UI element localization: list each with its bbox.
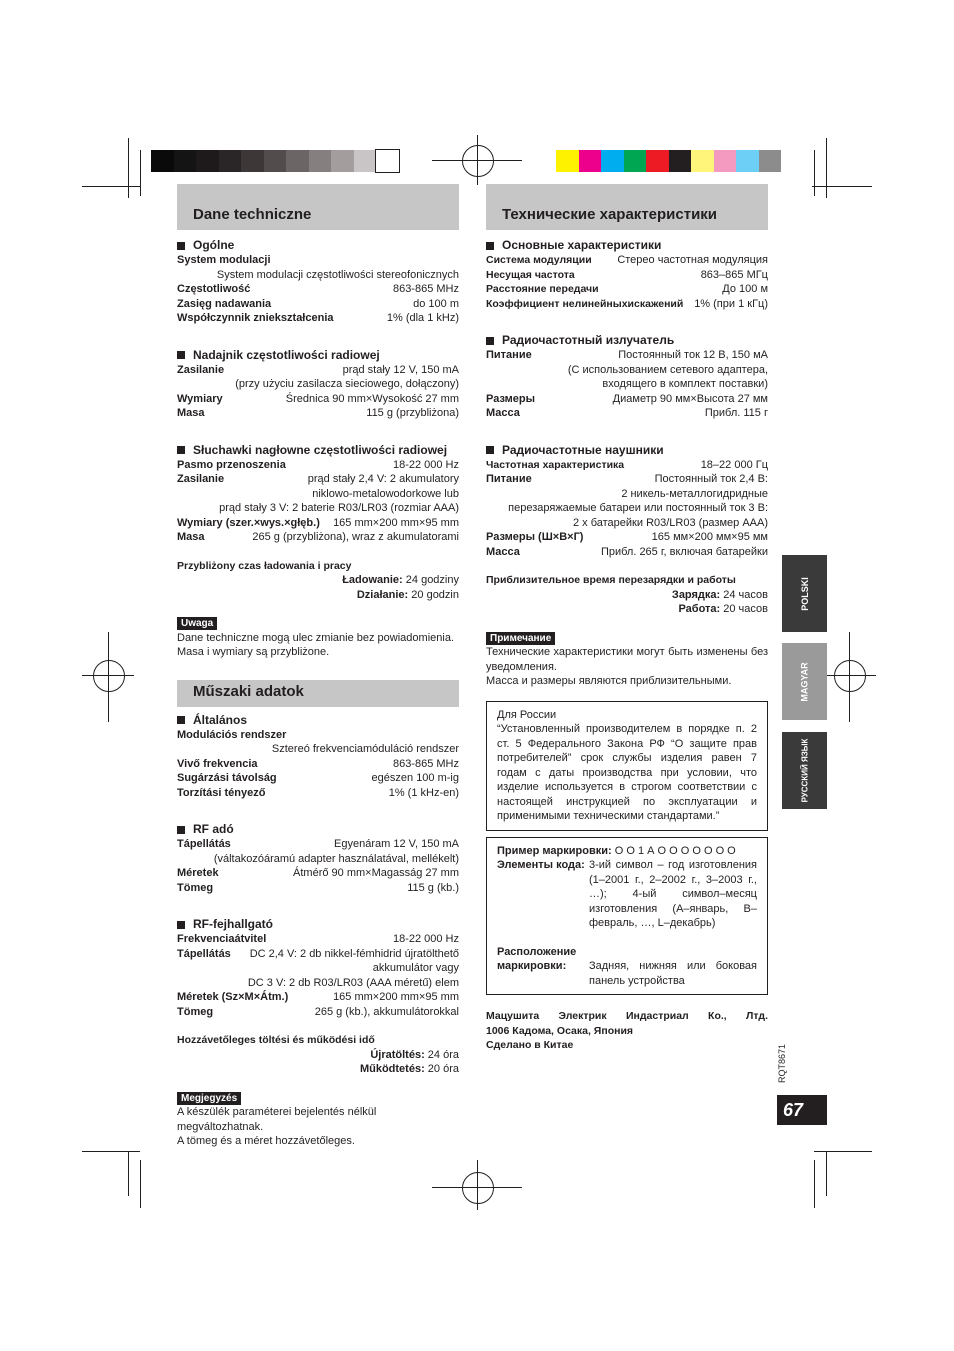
- language-tab-polski[interactable]: [782, 555, 827, 632]
- subheading-text: Радиочастотные наушники: [502, 442, 664, 457]
- spec-key: Zasilanie: [177, 473, 225, 485]
- marking-code: [497, 858, 757, 931]
- spec-row: [486, 458, 768, 473]
- square-bullet-icon: [177, 826, 185, 834]
- spec-rows: [486, 530, 768, 559]
- note-text: Masa i wymiary są przybliżone.: [177, 646, 330, 658]
- spec-key: System modulacji: [177, 254, 271, 266]
- spec-row: [177, 363, 459, 378]
- section-title-polish: Dane techniczne: [177, 184, 459, 230]
- spec-value: Постоянный ток 12 В, 150 мА: [618, 349, 768, 361]
- spec-value: DC 2,4 V: 2 db nikkel-fémhidrid újratölthető: [249, 947, 459, 960]
- work-label: Működtetés:: [359, 1063, 425, 1075]
- charge-line: [486, 588, 768, 603]
- color-swatch: [174, 150, 197, 172]
- document-code: RQT8671: [777, 1043, 787, 1083]
- charge-label: Ładowanie:: [342, 574, 403, 586]
- section-title-russian: Технические характеристики: [486, 184, 768, 230]
- subheading-text: Nadajnik częstotliwości radiowej: [193, 347, 380, 362]
- spec-row: [177, 516, 459, 531]
- spec-value: До 100 м: [722, 283, 768, 295]
- spec-key: Torzítási tényező: [177, 786, 266, 799]
- spec-row: [486, 253, 768, 268]
- spec-value: 115 g (kb.): [407, 881, 459, 894]
- spec-rows: [177, 866, 459, 895]
- subheading-pl-transmitter: [177, 348, 459, 363]
- spec-value-cont: входящего в комплект поставки): [602, 378, 768, 390]
- manufacturer-line: Сделано в Китае: [486, 1039, 574, 1051]
- tab-label: MAGYAR: [799, 661, 810, 702]
- color-swatch: [714, 150, 737, 172]
- spec-key: Méretek (Sz×M×Átm.): [177, 991, 289, 1003]
- subheading-hu-general: [177, 713, 459, 728]
- spec-row: [177, 392, 459, 407]
- subheading-ru-headphones: [486, 443, 768, 458]
- marking-code-value: 3-ий символ – год изготовления (1–2001 г., 2–2002 г., 3–2003 г., …); 4-ый символ–месяц изготовления (А–январь, В–февраль, …, L–декабрь): [589, 859, 757, 929]
- spec-value-cont: (váltakozóáramú adapter használatával, mellékelt): [213, 852, 459, 865]
- spec-row: [486, 472, 768, 487]
- note-tag: Примечание: [486, 632, 555, 645]
- color-swatch: [309, 150, 332, 172]
- color-swatch: [151, 150, 174, 172]
- spec-row: [486, 392, 768, 407]
- square-bullet-icon: [177, 716, 185, 724]
- spec-value: 863–865 МГц: [700, 268, 768, 281]
- spec-key: Tápellátás: [177, 947, 231, 960]
- spec-key: Tömeg: [177, 1005, 214, 1018]
- spec-value-cont: (С использованием сетевого адаптера,: [567, 363, 768, 376]
- square-bullet-icon: [486, 446, 494, 454]
- note-tag: Megjegyzés: [177, 1092, 241, 1105]
- spec-value: prąd stały 2,4 V: 2 akumulatory: [307, 473, 459, 485]
- charge-value: 24 godziny: [405, 574, 459, 586]
- work-line: [177, 588, 459, 603]
- spec-value-cont: DC 3 V: 2 db R03/LR03 (AAA méretű) elem: [247, 976, 459, 989]
- spec-row: [177, 837, 459, 852]
- note-tag: Uwaga: [177, 617, 217, 630]
- marking-example: [497, 844, 757, 859]
- spec-key: Масса: [486, 545, 520, 558]
- spec-value: Постоянный ток 2,4 В:: [654, 473, 768, 485]
- note-text: Технические характеристики могут быть изменены без уведомления.: [486, 646, 768, 673]
- subheading-ru-transmitter: [486, 333, 768, 348]
- spec-rows: [177, 392, 459, 421]
- spec-value: Прибл. 265 г, включая батарейки: [600, 545, 768, 558]
- spec-row: [177, 1005, 459, 1020]
- subheading-hu-transmitter: [177, 822, 459, 837]
- note-text: Масса и размеры являются приблизительными.: [486, 675, 732, 687]
- spec-value: Диаметр 90 мм×Высота 27 мм: [612, 392, 768, 405]
- subheading-text: RF adó: [193, 822, 234, 837]
- spec-row: [177, 786, 459, 801]
- marking-location-label: маркировки:: [497, 960, 567, 972]
- spec-key: Расстояние передачи: [486, 283, 599, 295]
- spec-rows: [177, 282, 459, 326]
- color-swatch: [331, 150, 354, 172]
- spec-row: [486, 406, 768, 421]
- color-swatch: [736, 150, 759, 172]
- subheading-pl-general: [177, 238, 459, 253]
- color-swatch: [286, 150, 309, 172]
- spec-key: Коэффициент нелинейныхискажений: [486, 297, 684, 310]
- charge-line: [177, 573, 459, 588]
- spec-row: [486, 268, 768, 283]
- spec-row: [486, 282, 768, 297]
- note-text: A tömeg és a méret hozzávetőleges.: [177, 1135, 355, 1147]
- section-title-hungarian: Műszaki adatok: [177, 680, 459, 707]
- spec-row: [177, 866, 459, 881]
- spec-key: Masa: [177, 531, 205, 543]
- spec-row: [177, 282, 459, 297]
- charge-heading: Приблизительное время перезарядки и работы: [486, 574, 736, 586]
- color-swatch: [196, 150, 219, 172]
- spec-row: [177, 297, 459, 312]
- language-tab-magyar[interactable]: [782, 643, 827, 720]
- spec-key: Frekvenciaátvitel: [177, 933, 267, 945]
- marking-example-value: О О 1 А О О О О О О О: [614, 844, 736, 857]
- charge-heading: Przybliżony czas ładowania i pracy: [177, 559, 352, 572]
- color-swatch: [264, 150, 287, 172]
- spec-key: Wymiary (szer.×wys.×głęb.): [177, 516, 320, 529]
- spec-rows: [177, 757, 459, 801]
- spec-value: 265 g (przybliżona), wraz z akumulatorami: [252, 531, 459, 543]
- tab-label: РУССКИЙ ЯЗЫК: [800, 738, 809, 803]
- square-bullet-icon: [486, 242, 494, 250]
- spec-value: 18-22 000 Hz: [392, 458, 459, 471]
- spec-row: [177, 990, 459, 1005]
- charge-label: Újratöltés:: [370, 1048, 425, 1061]
- spec-key: Tápellátás: [177, 838, 231, 850]
- spec-row: [177, 757, 459, 772]
- work-value: 20 óra: [427, 1063, 459, 1075]
- spec-value: 863-865 MHz: [392, 757, 459, 770]
- spec-row: [486, 297, 768, 312]
- spec-row: [177, 771, 459, 786]
- spec-row: [177, 530, 459, 545]
- marking-location-value: Задняя, нижняя или боковая панель устройства: [589, 960, 757, 987]
- spec-row: [177, 458, 459, 473]
- page-number: 67: [777, 1095, 827, 1125]
- spec-key: Масса: [486, 407, 520, 419]
- square-bullet-icon: [177, 446, 185, 454]
- spec-key: Питание: [486, 473, 532, 485]
- spec-value-cont: перезаряжаемые батареи или постоянный ток 3 В:: [508, 502, 768, 514]
- color-swatch: [354, 150, 377, 172]
- color-swatch: [624, 150, 647, 172]
- spec-value: 265 g (kb.), akkumulátorokkal: [314, 1005, 459, 1018]
- marking-code-label: Элементы кода:: [497, 859, 585, 871]
- spec-value: 1% (при 1 кГц): [694, 297, 768, 310]
- spec-row: [177, 947, 459, 962]
- spec-value: Átmérő 90 mm×Magasság 27 mm: [293, 867, 459, 879]
- spec-value: 18-22 000 Hz: [392, 933, 459, 945]
- spec-row: [177, 406, 459, 421]
- square-bullet-icon: [177, 242, 185, 250]
- spec-key: Współczynnik zniekształcenia: [177, 312, 334, 324]
- subheading-text: Ogólne: [193, 238, 235, 253]
- work-value: 20 godzin: [411, 588, 459, 601]
- subheading-text: Słuchawki nagłowne częstotliwości radiowej: [193, 442, 448, 457]
- color-swatch: [219, 150, 242, 172]
- subheading-ru-general: [486, 238, 768, 253]
- spec-row: [177, 311, 459, 326]
- spec-value: Прибл. 115 г: [704, 407, 768, 419]
- spec-key: Częstotliwość: [177, 283, 251, 295]
- spec-value: Średnica 90 mm×Wysokość 27 mm: [285, 392, 459, 405]
- spec-value: Sztereó frekvenciamóduláció rendszer: [271, 743, 459, 755]
- square-bullet-icon: [177, 921, 185, 929]
- charge-value: 24 часов: [723, 588, 768, 601]
- spec-key: Размеры (Ш×В×Г): [486, 531, 584, 543]
- subheading-text: RF-fejhallgató: [193, 917, 273, 932]
- language-tab-russian[interactable]: [782, 732, 827, 809]
- square-bullet-icon: [177, 351, 185, 359]
- spec-value-cont: (przy użyciu zasilacza sieciowego, dołączony): [235, 378, 459, 390]
- spec-value: 165 mm×200 mm×95 mm: [333, 991, 459, 1003]
- spec-key: Частотная характеристика: [486, 458, 625, 471]
- spec-key: Masa: [177, 407, 205, 419]
- spec-key: Питание: [486, 349, 532, 361]
- marking-location-label: Расположение: [497, 945, 577, 958]
- subheading-text: Основные характеристики: [502, 238, 662, 253]
- spec-value: Egyenáram 12 V, 150 mA: [334, 838, 459, 850]
- work-label: Работа:: [678, 603, 721, 615]
- color-swatch: [759, 150, 782, 172]
- spec-value-cont: 2 никель-металлогидридные: [621, 487, 768, 500]
- color-swatch: [241, 150, 264, 172]
- spec-row: [486, 348, 768, 363]
- spec-value: prąd stały 12 V, 150 mA: [342, 363, 459, 376]
- spec-rows: [177, 516, 459, 545]
- spec-row: [486, 545, 768, 560]
- spec-rows: [486, 392, 768, 421]
- subheading-text: Általános: [193, 712, 248, 727]
- subheading-hu-headphones: [177, 917, 459, 932]
- spec-value-cont: akkumulátor vagy: [372, 962, 459, 974]
- spec-value: 165 мм×200 мм×95 мм: [651, 531, 768, 543]
- color-swatch: [601, 150, 624, 172]
- spec-key: Sugárzási távolság: [177, 772, 277, 784]
- color-swatch: [556, 150, 579, 172]
- spec-key: Zasięg nadawania: [177, 297, 272, 310]
- russia-box-title: Для России: [497, 708, 557, 721]
- note-text: A készülék paraméterei bejelentés nélkül megváltozhatnak.: [177, 1106, 377, 1133]
- work-line: [177, 1062, 459, 1077]
- spec-key: Размеры: [486, 392, 536, 405]
- color-swatch: [646, 150, 669, 172]
- spec-value-cont: 2 х батарейки R03/LR03 (размер ААА): [572, 516, 768, 529]
- spec-key: Vivő frekvencia: [177, 757, 258, 770]
- color-swatch: [376, 150, 399, 172]
- spec-key: Несущая частота: [486, 268, 575, 281]
- color-swatch: [579, 150, 602, 172]
- spec-value: 18–22 000 Гц: [700, 458, 768, 471]
- spec-row: [177, 472, 459, 487]
- spec-value: 1% (1 kHz-en): [388, 786, 459, 799]
- spec-value: 1% (dla 1 kHz): [386, 312, 459, 324]
- spec-key: Zasilanie: [177, 363, 225, 376]
- spec-value: System modulacji częstotliwości stereofonicznych: [216, 268, 459, 281]
- spec-key: Tömeg: [177, 881, 214, 894]
- spec-value: egészen 100 m-ig: [371, 772, 459, 784]
- manufacturer-block: [486, 1009, 768, 1053]
- color-swatch: [669, 150, 692, 172]
- manufacturer-line: 1006 Кадома, Осака, Япония: [486, 1024, 634, 1037]
- work-line: [486, 602, 768, 617]
- spec-value: do 100 m: [413, 297, 459, 310]
- subheading-pl-headphones: [177, 443, 459, 458]
- spec-key: Wymiary: [177, 392, 223, 405]
- work-label: Działanie:: [356, 588, 409, 601]
- charge-value: 24 óra: [427, 1048, 459, 1061]
- square-bullet-icon: [486, 337, 494, 345]
- charge-heading: Hozzávetőleges töltési és működési idő: [177, 1034, 375, 1046]
- spec-key: Méretek: [177, 867, 219, 879]
- spec-rows: [177, 990, 459, 1019]
- spec-value: 863-865 MHz: [392, 283, 459, 295]
- subheading-text: Радиочастотный излучатель: [502, 333, 675, 348]
- right-column: [486, 184, 768, 1053]
- spec-row: [177, 881, 459, 896]
- marking-box: [486, 837, 768, 996]
- color-swatch: [691, 150, 714, 172]
- tab-label: POLSKI: [799, 576, 810, 611]
- spec-value: Стерео частотная модуляция: [617, 254, 768, 266]
- russia-box-text: “Установленный производителем в порядке п. 2 ст. 5 Федерального Закона РФ “О защите прав потребителей” срок службы изделия равен 7 годам с даты производства при условии, что изделие используется в строгом соответствии с настоящей инструкцией по эксплуатации и применимыми техническими стандартами.”: [497, 723, 757, 822]
- spec-key: Modulációs rendszer: [177, 728, 287, 741]
- russia-service-life-box: [486, 701, 768, 831]
- left-column: [177, 184, 459, 1149]
- spec-value: 165 mm×200 mm×95 mm: [333, 516, 459, 529]
- spec-value-cont: prąd stały 3 V: 2 baterie R03/LR03 (rozmiar AAA): [219, 502, 459, 514]
- spec-key: Pasmo przenoszenia: [177, 458, 286, 471]
- note-text: Dane techniczne mogą ulec zmianie bez powiadomienia.: [177, 631, 454, 644]
- spec-value: 115 g (przybliżona): [366, 407, 459, 419]
- spec-value-cont: niklowo-metalowodorkowe lub: [312, 487, 459, 500]
- spec-row: [486, 530, 768, 545]
- charge-label: Зарядка:: [671, 588, 721, 601]
- marking-example-label: Пример маркировки:: [497, 844, 612, 857]
- marking-location: [497, 959, 757, 988]
- charge-line: [177, 1048, 459, 1063]
- manufacturer-line: Мацушита Электрик Индастриал Ко., Лтд.: [486, 1010, 768, 1022]
- spec-rows: [486, 253, 768, 311]
- spec-key: Система модуляции: [486, 254, 592, 266]
- work-value: 20 часов: [723, 603, 768, 615]
- spec-row: [177, 932, 459, 947]
